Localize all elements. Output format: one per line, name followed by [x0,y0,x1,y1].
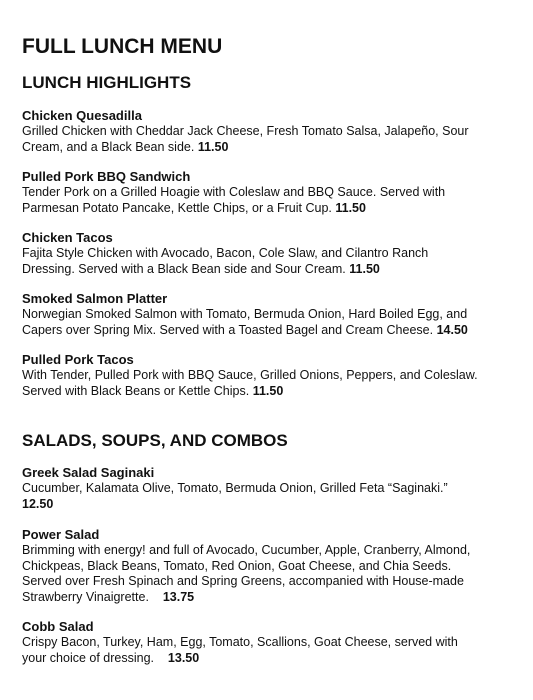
item-price: 11.50 [349,261,380,276]
item-description [22,124,527,155]
item-description [22,481,527,512]
item-description-line: Norwegian Smoked Salmon with Tomato, Bermuda Onion, Hard Boiled Egg, and [22,307,468,321]
item-description [22,185,527,216]
item-description-line: Dressing. Served with a Black Bean side and Sour Cream. [22,261,346,276]
item-name: Greek Salad Saginaki [22,465,155,480]
item-description-line: Parmesan Potato Pancake, Kettle Chips, or a Fruit Cup. [22,200,332,215]
item-description-line: Served over Fresh Spinach and Spring Greens, accompanied with House-made [22,574,464,588]
item-description-line: your choice of dressing. [22,650,155,665]
item-description-line: Crispy Bacon, Turkey, Ham, Egg, Tomato, Scallions, Goat Cheese, served with [22,635,458,649]
item-description-line: Grilled Chicken with Cheddar Jack Cheese, Fresh Tomato Salsa, Jalapeño, Sour [22,124,469,138]
item-price: 11.50 [197,139,229,154]
item-description-line: With Tender, Pulled Pork with BBQ Sauce, Grilled Onions, Peppers, and Coleslaw. [22,368,478,382]
item-price: 13.75 [162,589,195,604]
item-description-line: Capers over Spring Mix. Served with a Toasted Bagel and Cream Cheese. [22,322,434,337]
item-price: 12.50 [22,496,54,511]
menu-item-chicken-quesadilla [22,108,527,155]
item-name: Pulled Pork Tacos [22,352,134,367]
item-name: Chicken Quesadilla [22,108,142,123]
item-description-line: Chickpeas, Black Beans, Tomato, Red Onion, Goat Cheese, and Chia Seeds. [22,558,452,573]
item-price: 11.50 [252,383,284,398]
item-name: Smoked Salmon Platter [22,291,168,306]
menu-item-smoked-salmon-platter [22,291,527,338]
item-description [22,543,527,605]
item-name: Chicken Tacos [22,230,113,245]
item-name: Cobb Salad [22,619,94,634]
item-price: 13.50 [167,650,200,665]
item-description [22,246,527,277]
item-description-line: Strawberry Vinaigrette. [22,589,149,604]
item-price: 14.50 [436,322,468,337]
item-description-line: Tender Pork on a Grilled Hoagie with Coleslaw and BBQ Sauce. Served with [22,185,446,199]
section-title-salads-soups-combos: SALADS, SOUPS, AND COMBOS [22,431,288,450]
menu-item-power-salad [22,527,527,605]
menu-title: FULL LUNCH MENU [22,35,223,58]
section-title-lunch-highlights: LUNCH HIGHLIGHTS [22,73,192,92]
item-description-line: Cucumber, Kalamata Olive, Tomato, Bermuda Onion, Grilled Feta “Saginaki.” [22,481,448,495]
item-name: Power Salad [22,527,100,542]
menu-item-pulled-pork-bbq-sandwich [22,169,527,216]
item-price: 11.50 [335,200,366,215]
item-name: Pulled Pork BBQ Sandwich [22,169,191,184]
item-description [22,307,527,338]
item-description-line: Fajita Style Chicken with Avocado, Bacon, Cole Slaw, and Cilantro Ranch [22,246,429,260]
menu-item-cobb-salad [22,619,527,666]
item-description [22,368,527,399]
item-description [22,635,527,666]
item-description-line: Served with Black Beans or Kettle Chips. [22,383,250,398]
item-description-line: Brimming with energy! and full of Avocado, Cucumber, Apple, Cranberry, Almond, [22,543,471,557]
item-description-line: Cream, and a Black Bean side. [22,139,195,154]
menu-item-pulled-pork-tacos [22,352,527,399]
menu-item-greek-salad-saginaki [22,465,527,512]
menu-item-chicken-tacos [22,230,527,277]
